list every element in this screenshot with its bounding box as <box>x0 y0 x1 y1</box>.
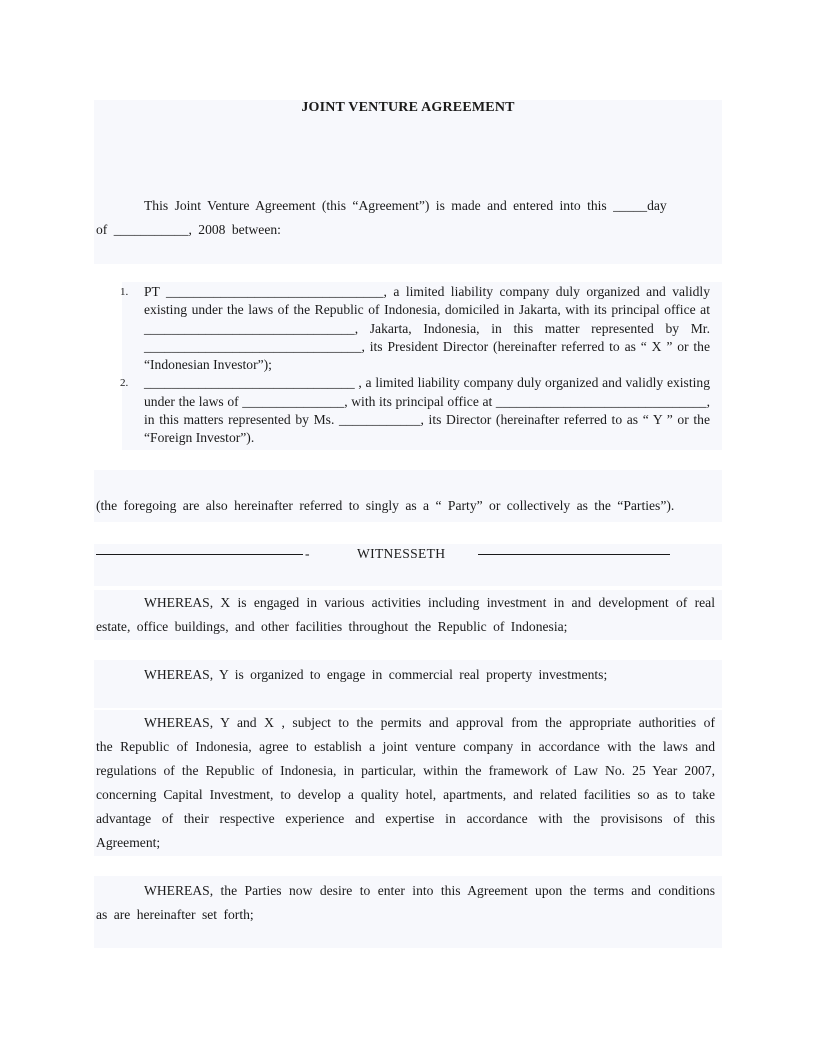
witnesseth-dash: - <box>305 546 310 561</box>
whereas-paragraph-1: WHEREAS, X is engaged in various activities including investment in and development of real estate, office buildings, and other facilities throughout the Republic of Indonesia; <box>96 595 715 634</box>
whereas-paragraph-3: WHEREAS, Y and X , subject to the permits and approval from the appropriate authorities of the Republic of Indonesia, agree to establish a joint venture company in accordance with the laws and regulations of the Republic of Indonesia, in particular, within the framework of Law No. 25 Year 2007, concerning Capital Investment, to develop a quality hotel, apartments, and related facilities so as to take advantage of their respective experience and expertise in accordance with the provisisons of this Agreement; <box>96 715 715 850</box>
witnesseth-heading <box>96 544 672 566</box>
whereas-paragraph-4: WHEREAS, the Parties now desire to enter into this Agreement upon the terms and conditions as are hereinafter set forth; <box>96 883 715 922</box>
parties-list <box>118 283 718 448</box>
divider-line <box>478 554 670 555</box>
list-number: 1. <box>120 286 129 298</box>
whereas-paragraph-2: WHEREAS, Y is organized to engage in commercial real property investments; <box>144 667 608 682</box>
document-title: JOINT VENTURE AGREEMENT <box>301 100 515 115</box>
party-item-1 <box>118 283 718 374</box>
list-number: 2. <box>120 377 129 390</box>
party-item-2 <box>118 374 718 447</box>
intro-paragraph <box>96 194 715 242</box>
intro-line-2: of ___________, 2008 between: <box>96 222 281 237</box>
party-text: _______________________________ , a limited liability company duly organized and validly existing under the laws of _______________, with its principal office at _______________________________, in this matters represented by Ms. ____________, its Director (hereinafter referred to as “ Y ” or the “Foreign Investor”). <box>144 375 710 446</box>
divider-line <box>96 554 303 555</box>
foregoing-paragraph: (the foregoing are also hereinafter referred to singly as a “ Party” or collectively as the “Parties”). <box>96 498 675 513</box>
intro-line-1: This Joint Venture Agreement (this “Agreement”) is made and entered into this _____day <box>144 198 667 213</box>
witnesseth-label: WITNESSETH <box>357 546 446 561</box>
party-text: PT ________________________________, a limited liability company duly organized and validly existing under the laws of the Republic of Indonesia, domiciled in Jakarta, with its principal office at _______________________________, Jakarta, Indonesia, in this matter represented by Mr. ________________________________, its President Director (hereinafter referred to as “ X ” or the “Indonesian Investor”); <box>144 284 710 373</box>
